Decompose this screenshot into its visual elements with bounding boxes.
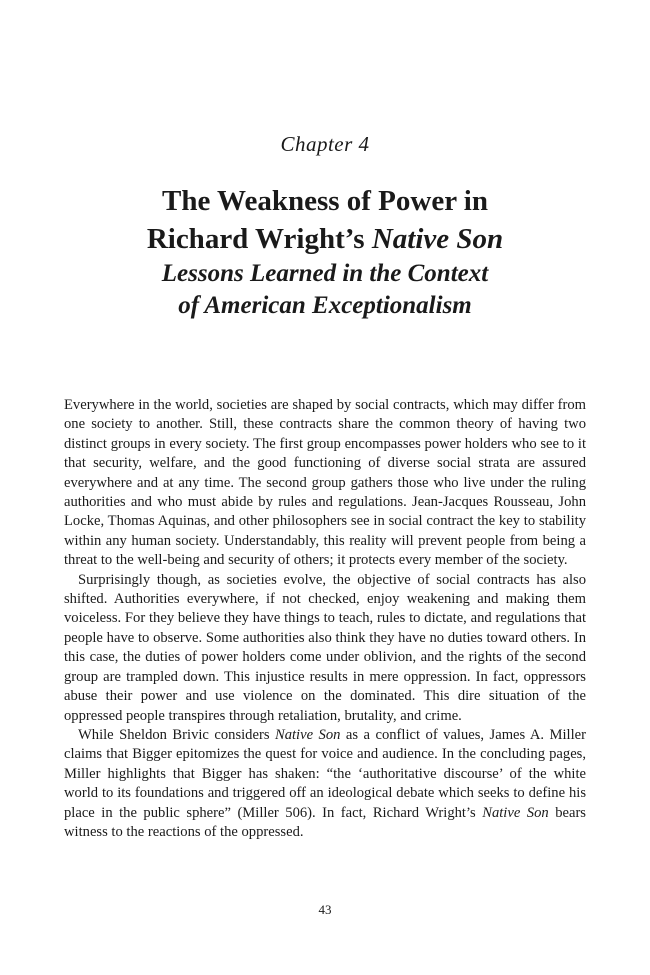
chapter-label: Chapter 4 xyxy=(280,132,370,156)
paragraph-3-part-e: bears witness to the reactions of the oppressed. xyxy=(64,804,586,840)
paragraph-1: Everywhere in the world, societies are shaped by social contracts, which may differ from one society to another. Still, these contracts share the common theory of having two distinct groups in every society. The first group encompasses power holders who see to it that security, welfare, and the good functioning of diverse social strata are assured everywhere and at any time. The second group gathers those who live under the ruling authorities and who must abide by rules and regulations. Jean-Jacques Rousseau, John Locke, Thomas Aquinas, and other philosophers see in social contract the key to stability within any human society. Understandably, this reality will prevent people from being a threat to the well-being and security of others; it protects every member of the society. xyxy=(64,397,586,569)
title-book-name: Native Son xyxy=(371,223,504,255)
title-line-2-prefix: Richard Wright’s xyxy=(146,223,372,255)
paragraph-3 xyxy=(64,726,586,842)
paragraph-3-part-c: as a conflict of values, James A. Miller claims that Bigger epitomizes the quest for voice and audience. In the concluding pages, Miller highlights that Bigger has shaken: “the ‘authoritative discourse’ of the white world to its foundations and triggered off an ideological debate which seeks to define his place in the public sphere” (Miller 506). In fact, Richard Wright’s xyxy=(64,726,587,821)
chapter-title xyxy=(0,182,650,258)
page-number: 43 xyxy=(318,902,332,917)
subtitle-line-2: of American Exceptionalism xyxy=(178,292,472,319)
title-line-2 xyxy=(0,220,650,258)
chapter-subtitle xyxy=(0,258,650,322)
paragraph-3-book-title-1: Native Son xyxy=(274,726,341,743)
title-line-1: The Weakness of Power in xyxy=(161,185,488,217)
paragraph-3-book-title-2: Native Son xyxy=(482,804,549,821)
paragraph-3-part-a: While Sheldon Brivic considers xyxy=(78,726,275,743)
paragraph-2: Surprisingly though, as societies evolve, the objective of social contracts has also shifted. Authorities everywhere, if not checked, enjoy weakening and making them voiceless. For they believe they have things to teach, rules to dictate, and regulations that people have to observe. Some authorities also think they have no duties toward others. In this case, the duties of power holders come under oblivion, and the rights of the second group are trampled down. This injustice results in mere oppression. In fact, oppressors abuse their power and use violence on the dominated. This dire situation of the oppressed people transpires through retaliation, brutality, and crime. xyxy=(64,571,586,724)
body-text xyxy=(64,396,586,842)
subtitle-line-1: Lessons Learned in the Context xyxy=(161,260,489,287)
